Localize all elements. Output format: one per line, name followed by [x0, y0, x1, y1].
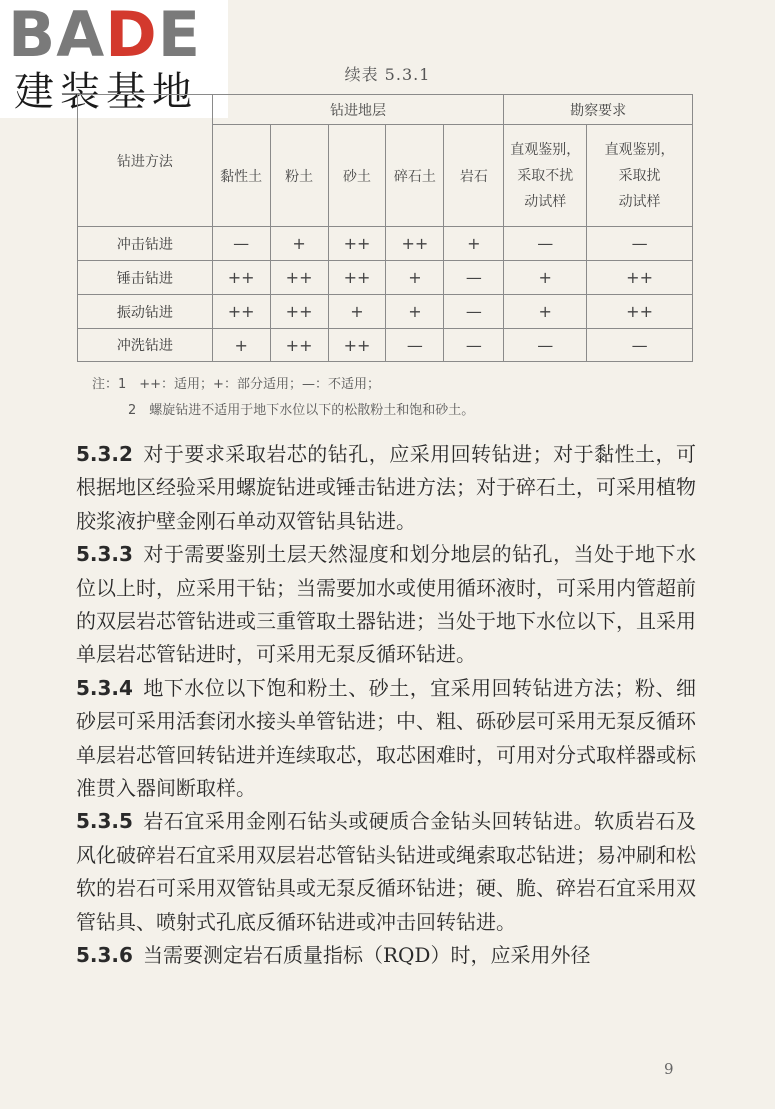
logo-chinese: 建装基地: [14, 69, 198, 115]
header-req-undisturbed: 直观鉴别， 采取不扰 动试样: [504, 125, 587, 227]
header-requirements-group: 勘察要求: [504, 95, 693, 125]
table-row: 冲击钻进 — + ++ ++ + — —: [78, 227, 693, 261]
header-req-disturbed: 直观鉴别， 采取扰 动试样: [587, 125, 693, 227]
header-layers-group: 钻进地层: [212, 95, 504, 125]
page-number: 9: [664, 1060, 674, 1078]
drilling-method-table: [77, 94, 693, 362]
header-method: 钻进方法: [78, 95, 213, 227]
clause-5-3-4: 5.3.4 地下水位以下饱和粉土、砂土，宜采用回转钻进方法；粉、细砂层可采用活套闭水接头单管钻进；中、粗、砾砂层可采用无泵反循环单层岩芯管回转钻进并连续取芯，取芯困难时，可用对分式取样器或标准贯入器间断取样。: [76, 675, 696, 801]
table-row: 锤击钻进 ++ ++ ++ + — + ++: [78, 261, 693, 295]
header-layer: 砂土: [328, 125, 386, 227]
note-1: 注：1 ++：适用；+：部分适用；—：不适用；: [92, 377, 380, 392]
clause-5-3-2: 5.3.2 对于要求采取岩芯的钻孔，应采用回转钻进；对于黏性土，可根据地区经验采用螺旋钻进或锤击钻进方法；对于碎石土，可采用植物胶浆液护壁金刚石单动双管钻具钻进。: [76, 442, 696, 533]
clause-5-3-3: 5.3.3 对于需要鉴别土层天然湿度和划分地层的钻孔，当处于地下水位以上时，应采用干钻；当需要加水或使用循环液时，可采用内管超前的双层岩芯管钻进或三重管取土器钻进；当处于地下水位以下，且采用单层岩芯管钻进时，可采用无泵反循环钻进。: [76, 542, 696, 667]
clause-5-3-6: 5.3.6 当需要测定岩石质量指标（RQD）时，应采用外径: [76, 943, 591, 968]
header-layer: 碎石土: [386, 125, 444, 227]
header-layer: 黏性土: [212, 125, 270, 227]
header-layer: 岩石: [444, 125, 504, 227]
header-layer: 粉土: [270, 125, 328, 227]
table-row: 冲洗钻进 + ++ ++ — — — —: [78, 329, 693, 362]
logo-wordmark: BADE: [8, 0, 202, 71]
note-2: 2 螺旋钻进不适用于地下水位以下的松散粉土和饱和砂土。: [128, 403, 475, 418]
table-row: 振动钻进 ++ ++ + + — + ++: [78, 295, 693, 329]
table-caption: 续表 5.3.1: [344, 65, 431, 84]
table-notes: [92, 372, 474, 424]
clause-5-3-5: 5.3.5 岩石宜采用金刚石钻头或硬质合金钻头回转钻进。软质岩石及风化破碎岩石宜采用双层岩芯管钻头钻进或绳索取芯钻进；易冲刷和松软的岩石可采用双管钻具或无泵反循环钻进；硬、脆、碎岩石宜采用双管钻具、喷射式孔底反循环钻进或冲击回转钻进。: [76, 809, 696, 934]
body-text: [76, 438, 696, 973]
